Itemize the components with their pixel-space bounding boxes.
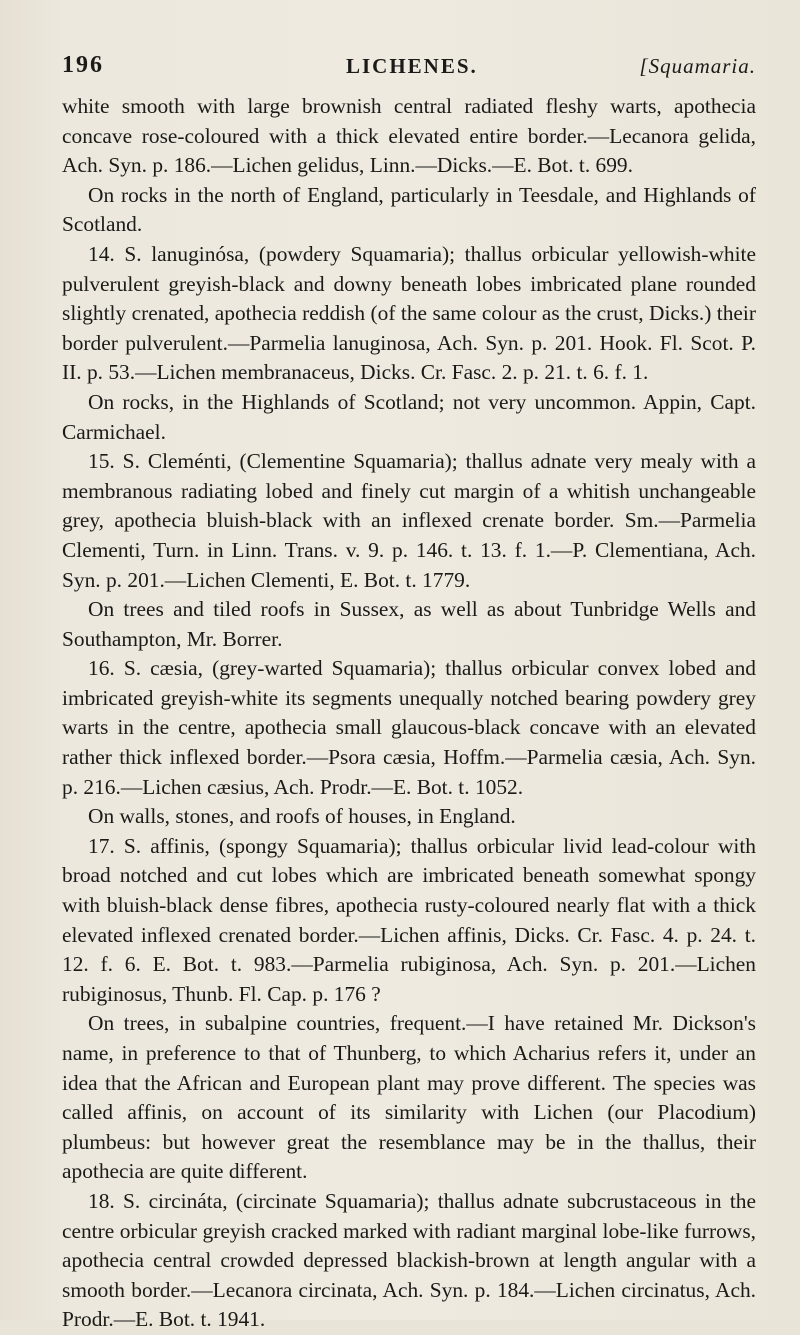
habitat-paragraph: On rocks in the north of England, particularly in Teesdale, and Highlands of Scotland. <box>62 182 756 237</box>
running-title: LICHENES. <box>346 54 478 78</box>
habitat-paragraph: On trees, in subalpine countries, frequent.—I have retained Mr. Dickson's name, in preference to that of Thunberg, to which Acharius refers it, under an idea that the African and European plant may prove different. The species was called affinis, on account of its similarity with Lichen (our Placodium) plumbeus: but however great the resemblance may be in the thallus, their apothecia are quite different. <box>62 1011 756 1184</box>
species-entry-14: 14. S. lanuginósa, (powdery Squamaria); thallus orbicular yellowish-white pulverulent greyish-black and downy beneath lobes imbricated plane rounded slightly crenated, apothecia reddish (of the same colour as the crust, Dicks.) their border pulverulent.—Parmelia lanuginosa, Ach. Syn. p. 201. Hook. Fl. Scot. P. II. p. 53.—Lichen membranaceus, Dicks. Cr. Fasc. 2. p. 21. t. 6. f. 1. <box>62 241 756 385</box>
habitat-paragraph: On walls, stones, and roofs of houses, in England. <box>88 804 516 829</box>
habitat-paragraph: On trees and tiled roofs in Sussex, as well as about Tunbridge Wells and Southampton, Mr. Borrer. <box>62 597 756 651</box>
species-entry-17: 17. S. affinis, (spongy Squamaria); thallus orbicular livid lead-colour with broad notched and cut lobes which are imbricated beneath somewhat spongy with bluish-black dense fibres, apothecia rusty-coloured nearly flat with a thick elevated inflexed crenated border.—Lichen affinis, Dicks. Cr. Fasc. 4. p. 24. t. 12. f. 6. E. Bot. t. 983.—Parmelia rubiginosa, Ach. Syn. p. 201.—Lichen rubiginosus, Thunb. Fl. Cap. p. 176 ? <box>62 833 756 1006</box>
species-entry-18: 18. S. circináta, (circinate Squamaria); thallus adnate subcrustaceous in the centre orbicular greyish cracked marked with radiant marginal lobe-like furrows, apothecia central crowded depressed blackish-brown at length angular with a smooth border.—Lecanora circinata, Ach. Syn. p. 184.—Lichen circinatus, Ach. Prodr.—E. Bot. t. 1941. <box>62 1188 756 1332</box>
habitat-paragraph: On rocks, in the Highlands of Scotland; not very uncommon. Appin, Capt. Carmichael. <box>62 389 756 444</box>
page-body <box>62 92 756 1335</box>
species-entry-16: 16. S. cæsia, (grey-warted Squamaria); thallus orbicular convex lobed and imbricated greyish-white its segments unequally notched bearing powdery grey warts in the centre, apothecia small glaucous-black concave with an elevated rather thick inflexed border.—Psora cæsia, Hoffm.—Parmelia cæsia, Ach. Syn. p. 216.—Lichen cæsius, Ach. Prodr.—E. Bot. t. 1052. <box>62 656 756 799</box>
section-title: [Squamaria. <box>639 54 756 78</box>
paragraph-continuation: white smooth with large brownish central radiated fleshy warts, apothecia concave rose-coloured with a thick elevated entire border.—Lecanora gelida, Ach. Syn. p. 186.—Lichen gelidus, Linn.—Dicks.—E. Bot. t. 699. <box>62 94 756 178</box>
species-entry-15: 15. S. Cleménti, (Clementine Squamaria); thallus adnate very mealy with a membranous radiating lobed and finely cut margin of a whitish unchangeable grey, apothecia bluish-black with an inflexed crenate border. Sm.—Parmelia Clementi, Turn. in Linn. Trans. v. 9. p. 146. t. 13. f. 1.—P. Clementiana, Ach. Syn. p. 201.—Lichen Clementi, E. Bot. t. 1779. <box>62 449 756 592</box>
page-header <box>62 0 756 92</box>
page-number: 196 <box>62 52 104 78</box>
